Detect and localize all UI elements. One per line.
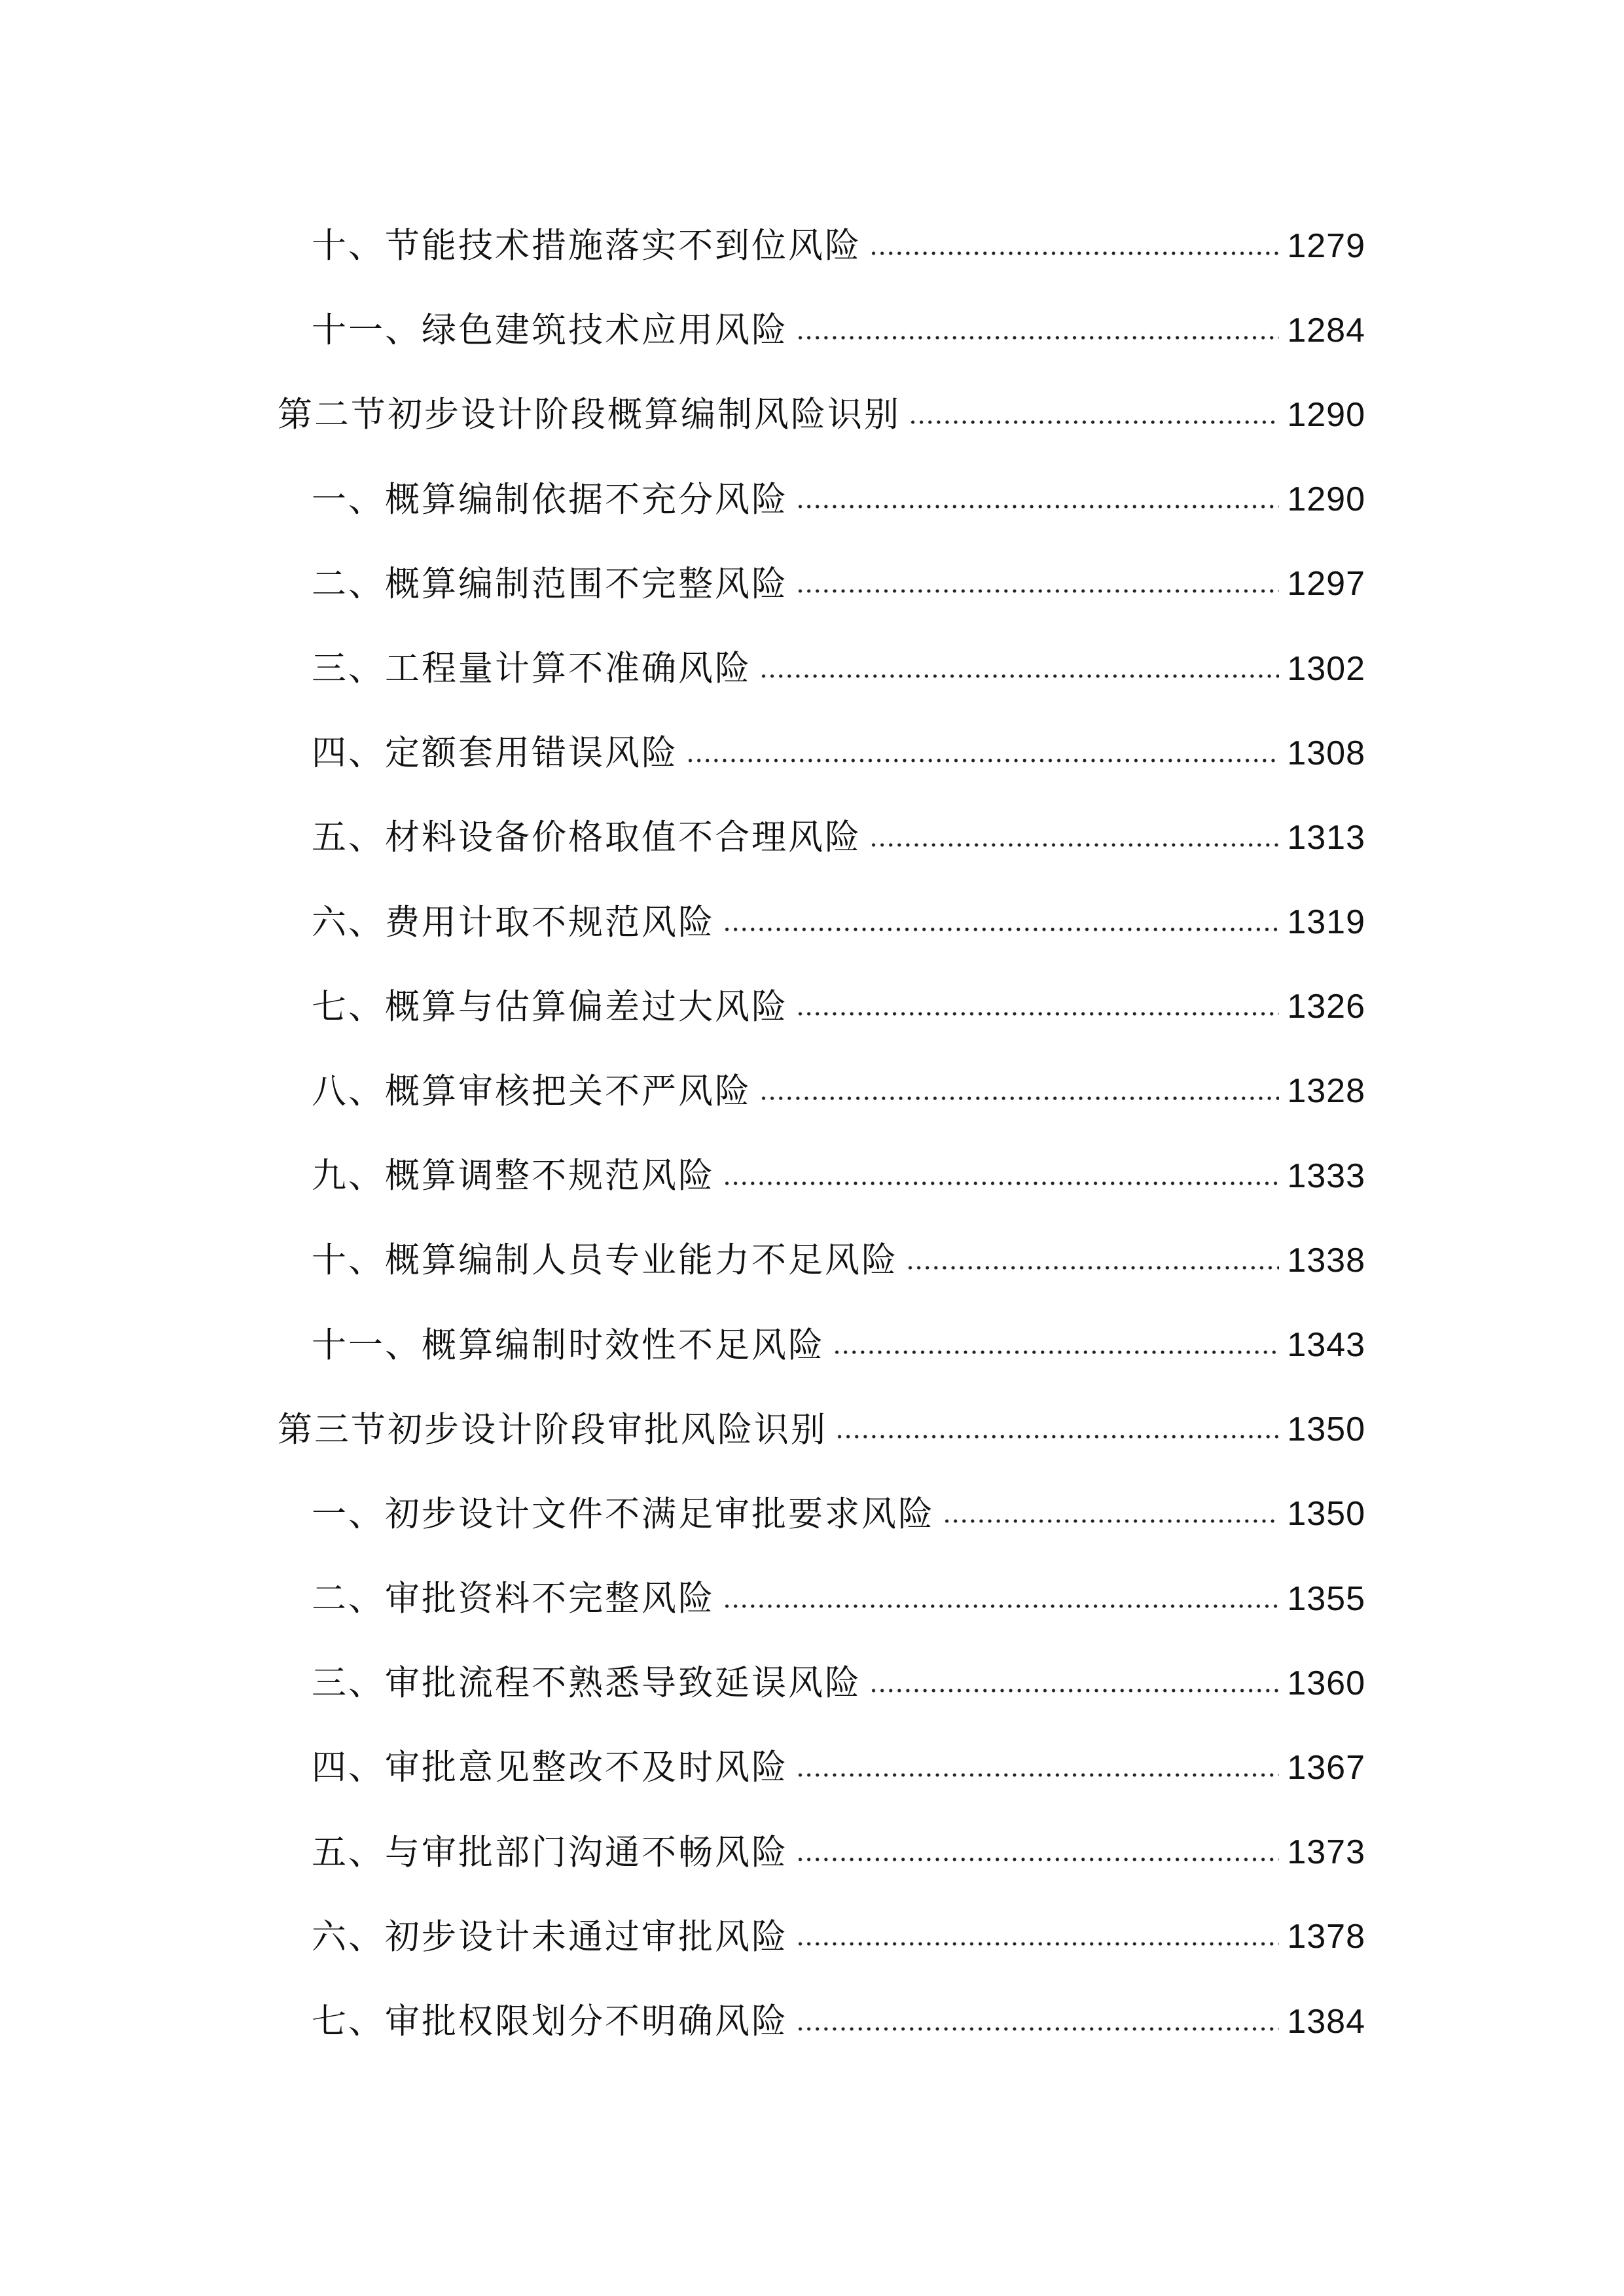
toc-entry-title: 一、概算编制依据不充分风险	[312, 479, 788, 520]
toc-entry-page-number: 1290	[1287, 395, 1365, 434]
dot-leader	[723, 1603, 1279, 1609]
toc-entry-page-number: 1373	[1287, 1833, 1365, 1872]
toc-entry[interactable]	[0, 1218, 1624, 1302]
toc-entry-title: 十一、绿色建筑技术应用风险	[312, 310, 788, 351]
toc-entry-page-number: 1384	[1287, 2002, 1365, 2041]
toc-entry-title: 六、费用计取不规范风险	[312, 902, 715, 942]
toc-entry[interactable]	[0, 795, 1624, 880]
toc-entry-title: 十、节能技术措施落实不到位风险	[312, 226, 861, 266]
toc-entry-title: 十一、概算编制时效性不足风险	[312, 1325, 825, 1365]
toc-entry-title: 五、与审批部门沟通不畅风险	[312, 1832, 788, 1873]
toc-section-entry[interactable]	[0, 1388, 1624, 1472]
toc-entry[interactable]	[0, 1810, 1624, 1895]
toc-entry[interactable]	[0, 457, 1624, 542]
toc-entry-page-number: 1367	[1287, 1748, 1365, 1787]
toc-entry[interactable]	[0, 1641, 1624, 1725]
toc-entry-page-number: 1319	[1287, 903, 1365, 942]
toc-section-title: 第三节初步设计阶段审批风险识别	[278, 1409, 827, 1450]
toc-entry-page-number: 1290	[1287, 480, 1365, 519]
dot-leader	[723, 926, 1279, 933]
dot-leader	[943, 1518, 1279, 1524]
dot-leader	[796, 503, 1279, 510]
toc-entry-page-number: 1350	[1287, 1410, 1365, 1449]
toc-entry-title: 九、概算调整不规范风险	[312, 1156, 715, 1196]
toc-entry-title: 七、审批权限划分不明确风险	[312, 2001, 788, 2042]
dot-leader	[796, 1856, 1279, 1863]
toc-entry-page-number: 1360	[1287, 1664, 1365, 1702]
dot-leader	[796, 2026, 1279, 2032]
dot-leader	[796, 588, 1279, 594]
toc-entry[interactable]	[0, 1472, 1624, 1556]
dot-leader	[723, 1180, 1279, 1187]
toc-entry-title: 二、概算编制范围不完整风险	[312, 564, 788, 604]
toc-entry-page-number: 1284	[1287, 311, 1365, 350]
toc-section-entry[interactable]	[0, 372, 1624, 457]
toc-entry-page-number: 1308	[1287, 734, 1365, 772]
toc-entry-page-number: 1343	[1287, 1326, 1365, 1365]
toc-entry-title: 三、工程量计算不准确风险	[312, 649, 751, 689]
toc-entry-page-number: 1279	[1287, 226, 1365, 265]
toc-entry-title: 四、审批意见整改不及时风险	[312, 1748, 788, 1788]
toc-entry[interactable]	[0, 1895, 1624, 1979]
dot-leader	[835, 1433, 1279, 1440]
toc-entry[interactable]	[0, 626, 1624, 711]
table-of-contents	[0, 204, 1624, 2064]
toc-entry-title: 五、材料设备价格取值不合理风险	[312, 817, 861, 858]
dot-leader	[759, 1095, 1279, 1102]
toc-section-title: 第二节初步设计阶段概算编制风险识别	[278, 395, 901, 435]
toc-entry-page-number: 1302	[1287, 649, 1365, 688]
toc-entry-page-number: 1326	[1287, 988, 1365, 1026]
dot-leader	[759, 673, 1279, 679]
toc-entry-page-number: 1378	[1287, 1918, 1365, 1956]
dot-leader	[909, 419, 1279, 425]
dot-leader	[833, 1349, 1279, 1355]
toc-entry[interactable]	[0, 1979, 1624, 2064]
toc-entry[interactable]	[0, 1556, 1624, 1641]
toc-entry-title: 三、审批流程不熟悉导致延误风险	[312, 1663, 861, 1704]
toc-entry[interactable]	[0, 1134, 1624, 1218]
toc-entry[interactable]	[0, 1049, 1624, 1134]
toc-entry[interactable]	[0, 542, 1624, 626]
toc-entry-title: 六、初步设计未通过审批风险	[312, 1916, 788, 1957]
dot-leader	[869, 250, 1279, 257]
toc-entry[interactable]	[0, 1725, 1624, 1810]
dot-leader	[869, 1687, 1279, 1694]
toc-entry[interactable]	[0, 711, 1624, 795]
toc-entry-title: 一、初步设计文件不满足审批要求风险	[312, 1494, 935, 1534]
dot-leader	[796, 1011, 1279, 1017]
toc-entry-page-number: 1355	[1287, 1579, 1365, 1618]
toc-entry[interactable]	[0, 1302, 1624, 1387]
toc-entry-title: 二、审批资料不完整风险	[312, 1579, 715, 1619]
toc-entry-page-number: 1297	[1287, 565, 1365, 603]
toc-entry-title: 七、概算与估算偏差过大风险	[312, 986, 788, 1027]
toc-entry-page-number: 1350	[1287, 1495, 1365, 1534]
toc-entry-page-number: 1328	[1287, 1072, 1365, 1111]
toc-entry[interactable]	[0, 288, 1624, 372]
toc-entry-page-number: 1313	[1287, 818, 1365, 857]
toc-entry-title: 八、概算审核把关不严风险	[312, 1071, 751, 1111]
dot-leader	[796, 334, 1279, 341]
toc-entry-page-number: 1338	[1287, 1241, 1365, 1280]
dot-leader	[796, 1772, 1279, 1778]
toc-entry[interactable]	[0, 965, 1624, 1049]
toc-entry[interactable]	[0, 204, 1624, 288]
toc-entry[interactable]	[0, 880, 1624, 965]
dot-leader	[796, 1941, 1279, 1947]
toc-entry-title: 四、定额套用错误风险	[312, 733, 678, 774]
dot-leader	[906, 1265, 1279, 1271]
dot-leader	[869, 842, 1279, 848]
dot-leader	[686, 757, 1279, 764]
toc-entry-page-number: 1333	[1287, 1157, 1365, 1195]
toc-entry-title: 十、概算编制人员专业能力不足风险	[312, 1240, 898, 1281]
